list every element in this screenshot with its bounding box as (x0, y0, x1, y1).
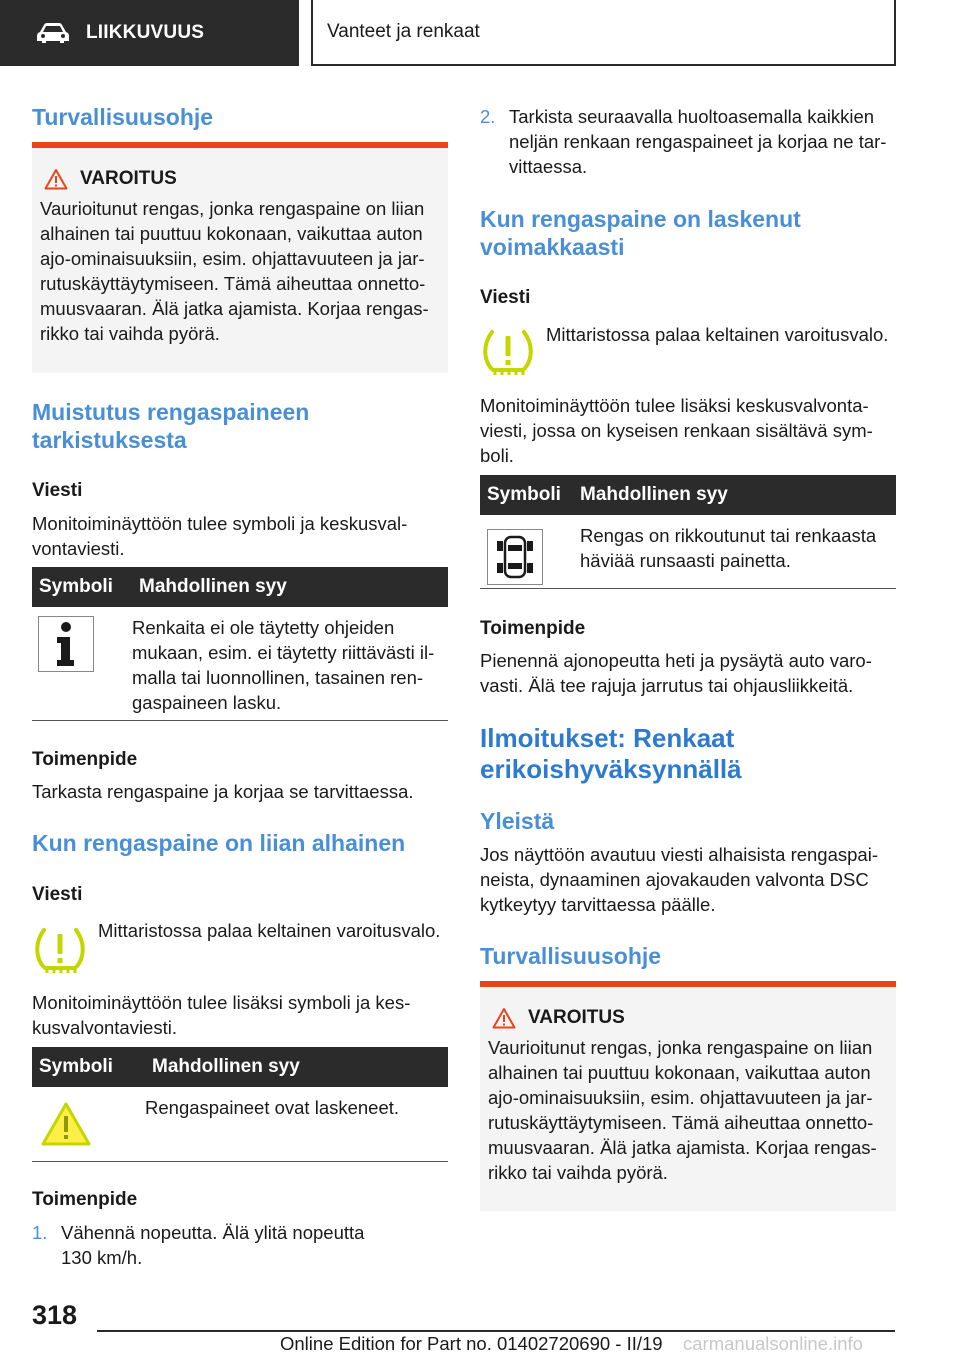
table-header: Symboli Mahdollinen syy (480, 475, 896, 515)
warning-box-left (32, 142, 448, 373)
warning-box-right (480, 981, 896, 1211)
tpms-warning-icon (32, 924, 88, 976)
low-message-text: Mittaristossa palaa keltainen varoitusvalo. (98, 920, 441, 941)
step-1: 1. Vähennä nopeutta. Älä ylitä nopeutta 130 km/h. (32, 1222, 365, 1268)
table-header: Symboli Mahdollinen syy (32, 567, 448, 607)
warning-title-left: VAROITUS (44, 168, 440, 190)
warning-text-left: Vaurioitunut rengas, jonka rengaspaine on liian alhainen tai puuttuu kokonaan, vaikuttaa auton ajo-ominaisuuksiin, esim. ohjattavuuteen ja jarrutuskäyttäytymiseen. Tämä aiheuttaa onnettomuusvaaran. Älä jatka ajamista. Korjaa rengasrikko tai vaihda pyörä. (40, 198, 429, 344)
symbol-table-2 (32, 1047, 448, 1162)
warning-triangle-icon (44, 168, 68, 190)
edition-text: Online Edition for Part no. 01402720690 - II/19 (280, 1333, 663, 1354)
general-text: Jos näyttöön avautuu viesti alhaisista rengaspaineista, dynaaminen ajovakauden valvonta DSC kytkeytyy tarvittaessa päälle. (480, 844, 878, 915)
tire-position-icon (487, 529, 543, 585)
reminder-heading: Muistutus rengaspaineen tarkistuksesta (32, 399, 310, 453)
info-icon (38, 616, 94, 672)
symbol-table-1 (32, 567, 448, 721)
action-label-1: Toimenpide (32, 749, 138, 770)
symbol-table-3 (480, 475, 896, 589)
header-category: LIIKKUVUUS (86, 22, 205, 43)
drop-message-label: Viesti (480, 287, 531, 308)
warning-title-right: VAROITUS (492, 1007, 888, 1029)
drop-text-2: Monitoiminäyttöön tulee lisäksi keskusvalvontaviesti, jossa on kyseisen renkaan sisältävä symboli. (480, 395, 873, 466)
action-label-2: Toimenpide (32, 1189, 138, 1210)
step-2: 2. Tarkista seuraavalla huoltoasemalla kaikkien neljän renkaan rengaspaineet ja korjaa ne tarvittaessa. (480, 106, 887, 177)
safety-heading-right: Turvallisuusohje (480, 943, 662, 969)
notice-heading: Ilmoitukset: Renkaat erikoishyväksynnällä (480, 723, 742, 784)
safety-heading-left: Turvallisuusohje (32, 104, 214, 130)
low-message-label: Viesti (32, 884, 83, 905)
header-category-bar (0, 0, 299, 66)
general-heading: Yleistä (480, 808, 555, 834)
reminder-message-text: Monitoiminäyttöön tulee symboli ja keskusvalvontaviesti. (32, 513, 408, 559)
drop-message-text: Mittaristossa palaa keltainen varoitusvalo. (546, 324, 889, 345)
table-row: Rengaspaineet ovat laskeneet. (32, 1087, 448, 1162)
table-row: Renkaita ei ole täytetty ohjeiden mukaan, esim. ei täytetty riittävästi ilmalla tai luonnollinen, tasainen rengaspaineen lasku. (32, 607, 448, 721)
low-pressure-heading: Kun rengaspaine on liian alhainen (32, 830, 406, 856)
table-header: Symboli Mahdollinen syy (32, 1047, 448, 1087)
reminder-message-label: Viesti (32, 480, 83, 501)
warning-text-right: Vaurioitunut rengas, jonka rengaspaine on liian alhainen tai puuttuu kokonaan, vaikuttaa auton ajo-ominaisuuksiin, esim. ohjattavuuteen ja jarrutuskäyttäytymiseen. Tämä aiheuttaa onnettomuusvaaran. Älä jatka ajamista. Korjaa rengasrikko tai vaihda pyörä. (488, 1037, 877, 1183)
action-label-3: Toimenpide (480, 618, 586, 639)
footer-divider (97, 1330, 895, 1332)
car-icon (36, 22, 70, 44)
table-row: Rengas on rikkoutunut tai renkaasta häviää runsaasti painetta. (480, 515, 896, 589)
low-text-2: Monitoiminäyttöön tulee lisäksi symboli ja keskusvalvontaviesti. (32, 992, 411, 1038)
header-section-box (311, 0, 896, 66)
caution-triangle-icon (40, 1101, 92, 1147)
action-text-3: Pienennä ajonopeutta heti ja pysäytä auto varovasti. Älä tee rajuja jarrutus tai ohjausliikkeitä. (480, 650, 872, 696)
warning-triangle-icon (492, 1007, 516, 1029)
page-number: 318 (32, 1300, 78, 1330)
header-section: Vanteet ja renkaat (327, 21, 480, 42)
tpms-warning-icon (480, 326, 536, 378)
drop-heading: Kun rengaspaine on laskenut voimakkaasti (480, 206, 801, 260)
watermark: carmanualsonline.info (683, 1333, 863, 1354)
action-text-1: Tarkasta rengaspaine ja korjaa se tarvittaessa. (32, 781, 414, 802)
